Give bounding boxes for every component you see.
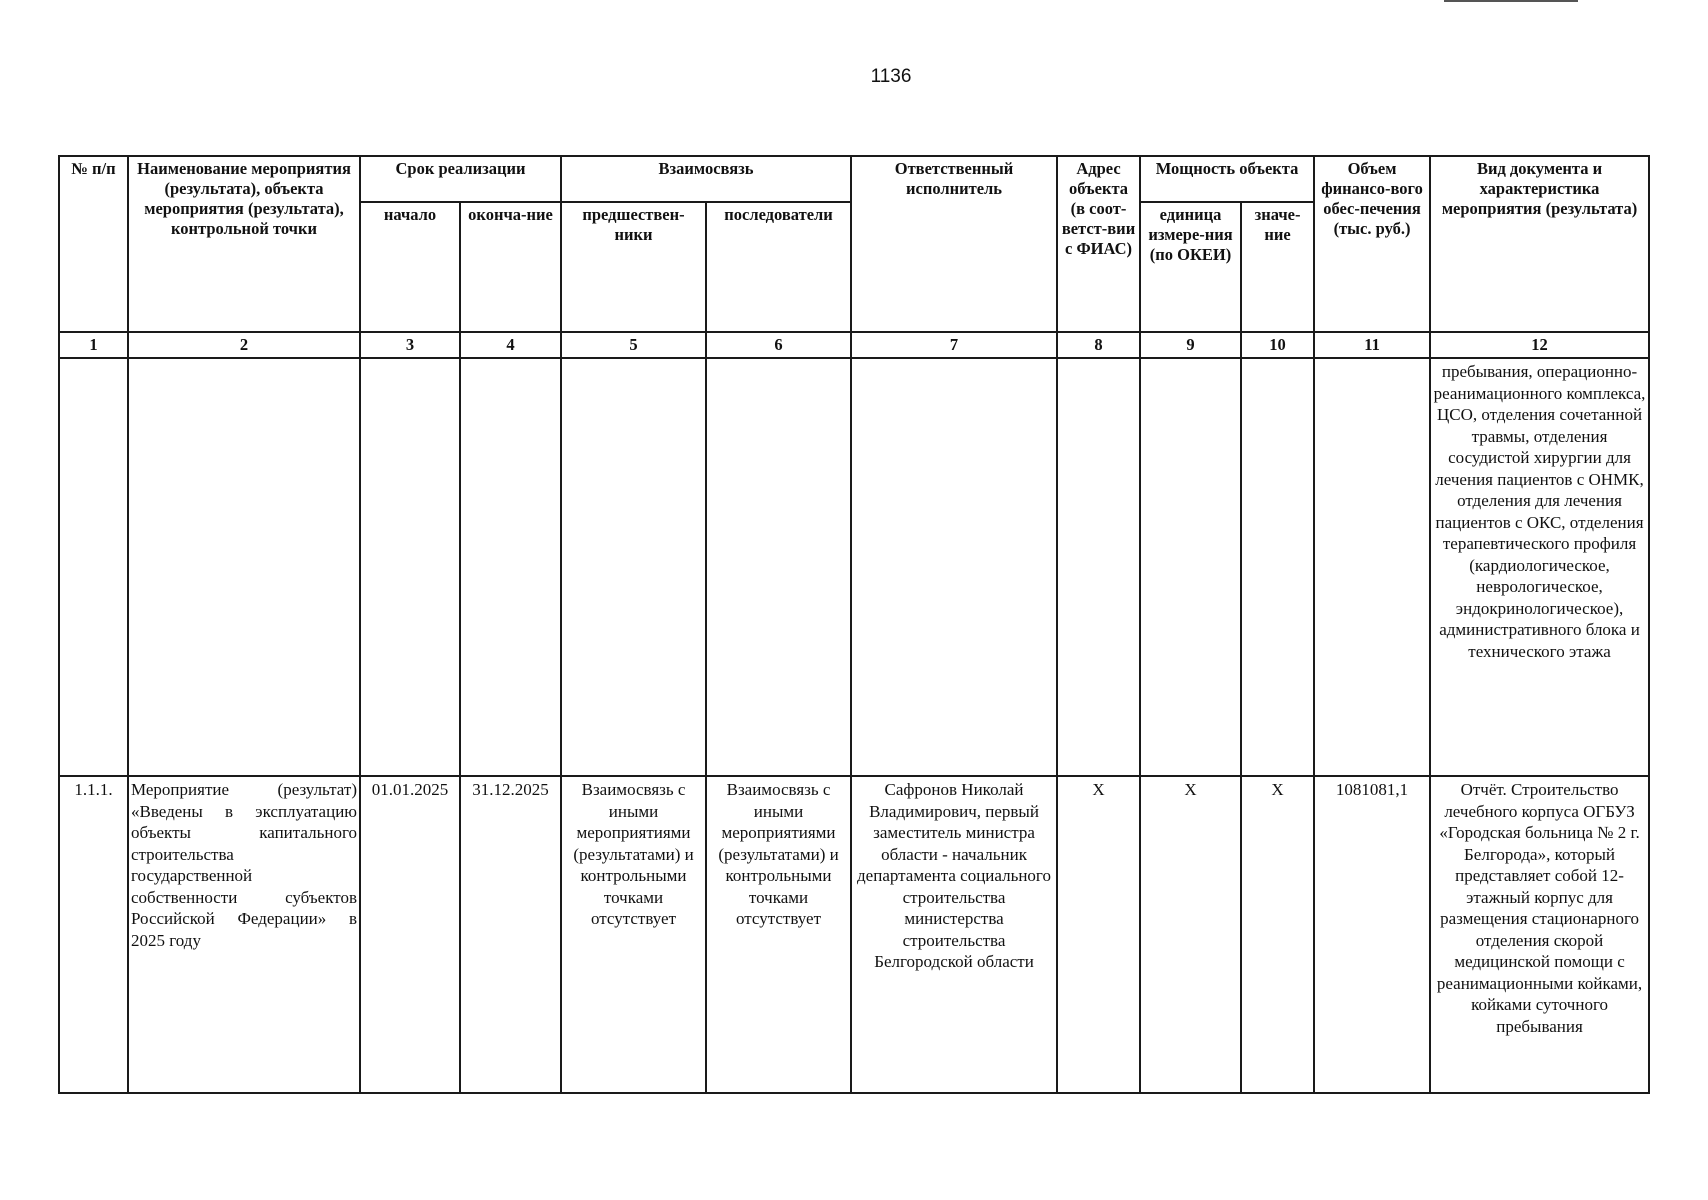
column-number: 9	[1140, 332, 1241, 358]
header-predecessors: предшествен-ники	[561, 202, 706, 332]
top-edge-line	[1444, 0, 1578, 2]
cell-address	[1057, 358, 1140, 776]
cell-successors	[706, 358, 851, 776]
cell-num: 1.1.1.	[59, 776, 128, 1093]
cell-funding	[1314, 358, 1430, 776]
header-name: Наименование мероприятия (результата), объекта мероприятия (результата), контрольной точки	[128, 156, 360, 332]
column-number: 4	[460, 332, 561, 358]
cell-start: 01.01.2025	[360, 776, 460, 1093]
header-address: Адрес объекта (в соот-ветст-вии с ФИАС)	[1057, 156, 1140, 332]
column-number: 12	[1430, 332, 1649, 358]
column-number: 1	[59, 332, 128, 358]
cell-doc-type: Отчёт. Строительство лечебного корпуса ОГБУЗ «Городская больница № 2 г. Белгорода», который представляет собой 12-этажный корпус для размещения стационарного отделения скорой медицинской помощи с реанимационными койками, койками суточного пребывания	[1430, 776, 1649, 1093]
header-doc-type: Вид документа и характеристика мероприятия (результата)	[1430, 156, 1649, 332]
header-unit: единица измере-ния (по ОКЕИ)	[1140, 202, 1241, 332]
header-end: оконча-ние	[460, 202, 561, 332]
column-number: 6	[706, 332, 851, 358]
header-funding: Объем финансо-вого обес-печения (тыс. руб.)	[1314, 156, 1430, 332]
activities-table	[58, 155, 1650, 1094]
header-num: № п/п	[59, 156, 128, 332]
cell-start	[360, 358, 460, 776]
cell-doc-type: пребывания, операционно-реанимационного комплекса, ЦСО, отделения сочетанной травмы, отделения сосудистой хирургии для лечения пациентов с ОНМК, отделения для лечения пациентов с ОКС, отделения терапевтического профиля (кардиологическое, неврологическое, эндокринологическое), административного блока и технического этажа	[1430, 358, 1649, 776]
column-number: 5	[561, 332, 706, 358]
header-value: значе-ние	[1241, 202, 1314, 332]
cell-value	[1241, 358, 1314, 776]
column-number: 7	[851, 332, 1057, 358]
page-number: 1136	[870, 66, 912, 87]
header-executor: Ответственный исполнитель	[851, 156, 1057, 332]
cell-funding: 1081081,1	[1314, 776, 1430, 1093]
cell-end: 31.12.2025	[460, 776, 561, 1093]
cell-unit	[1140, 358, 1241, 776]
cell-executor	[851, 358, 1057, 776]
table-row	[59, 358, 1649, 776]
column-number-row	[59, 332, 1649, 358]
column-number: 10	[1241, 332, 1314, 358]
cell-name	[128, 358, 360, 776]
column-number: 11	[1314, 332, 1430, 358]
cell-predecessors: Взаимосвязь с иными мероприятиями (результатами) и контрольными точками отсутствует	[561, 776, 706, 1093]
column-number: 2	[128, 332, 360, 358]
cell-name: Мероприятие (результат) «Введены в эксплуатацию объекты капитального строительства государственной собственности субъектов Российской Федерации» в 2025 году	[128, 776, 360, 1093]
cell-executor: Сафронов Николай Владимирович, первый заместитель министра области - начальник департамента социального строительства министерства строительства Белгородской области	[851, 776, 1057, 1093]
header-capacity: Мощность объекта	[1140, 156, 1314, 202]
column-number: 3	[360, 332, 460, 358]
cell-successors: Взаимосвязь с иными мероприятиями (результатами) и контрольными точками отсутствует	[706, 776, 851, 1093]
header-row-1	[59, 156, 1649, 202]
cell-value: Х	[1241, 776, 1314, 1093]
cell-num	[59, 358, 128, 776]
cell-address: Х	[1057, 776, 1140, 1093]
cell-unit: Х	[1140, 776, 1241, 1093]
header-relation: Взаимосвязь	[561, 156, 851, 202]
cell-end	[460, 358, 561, 776]
column-number: 8	[1057, 332, 1140, 358]
header-start: начало	[360, 202, 460, 332]
header-period: Срок реализации	[360, 156, 561, 202]
cell-predecessors	[561, 358, 706, 776]
header-successors: последователи	[706, 202, 851, 332]
table-row	[59, 776, 1649, 1093]
